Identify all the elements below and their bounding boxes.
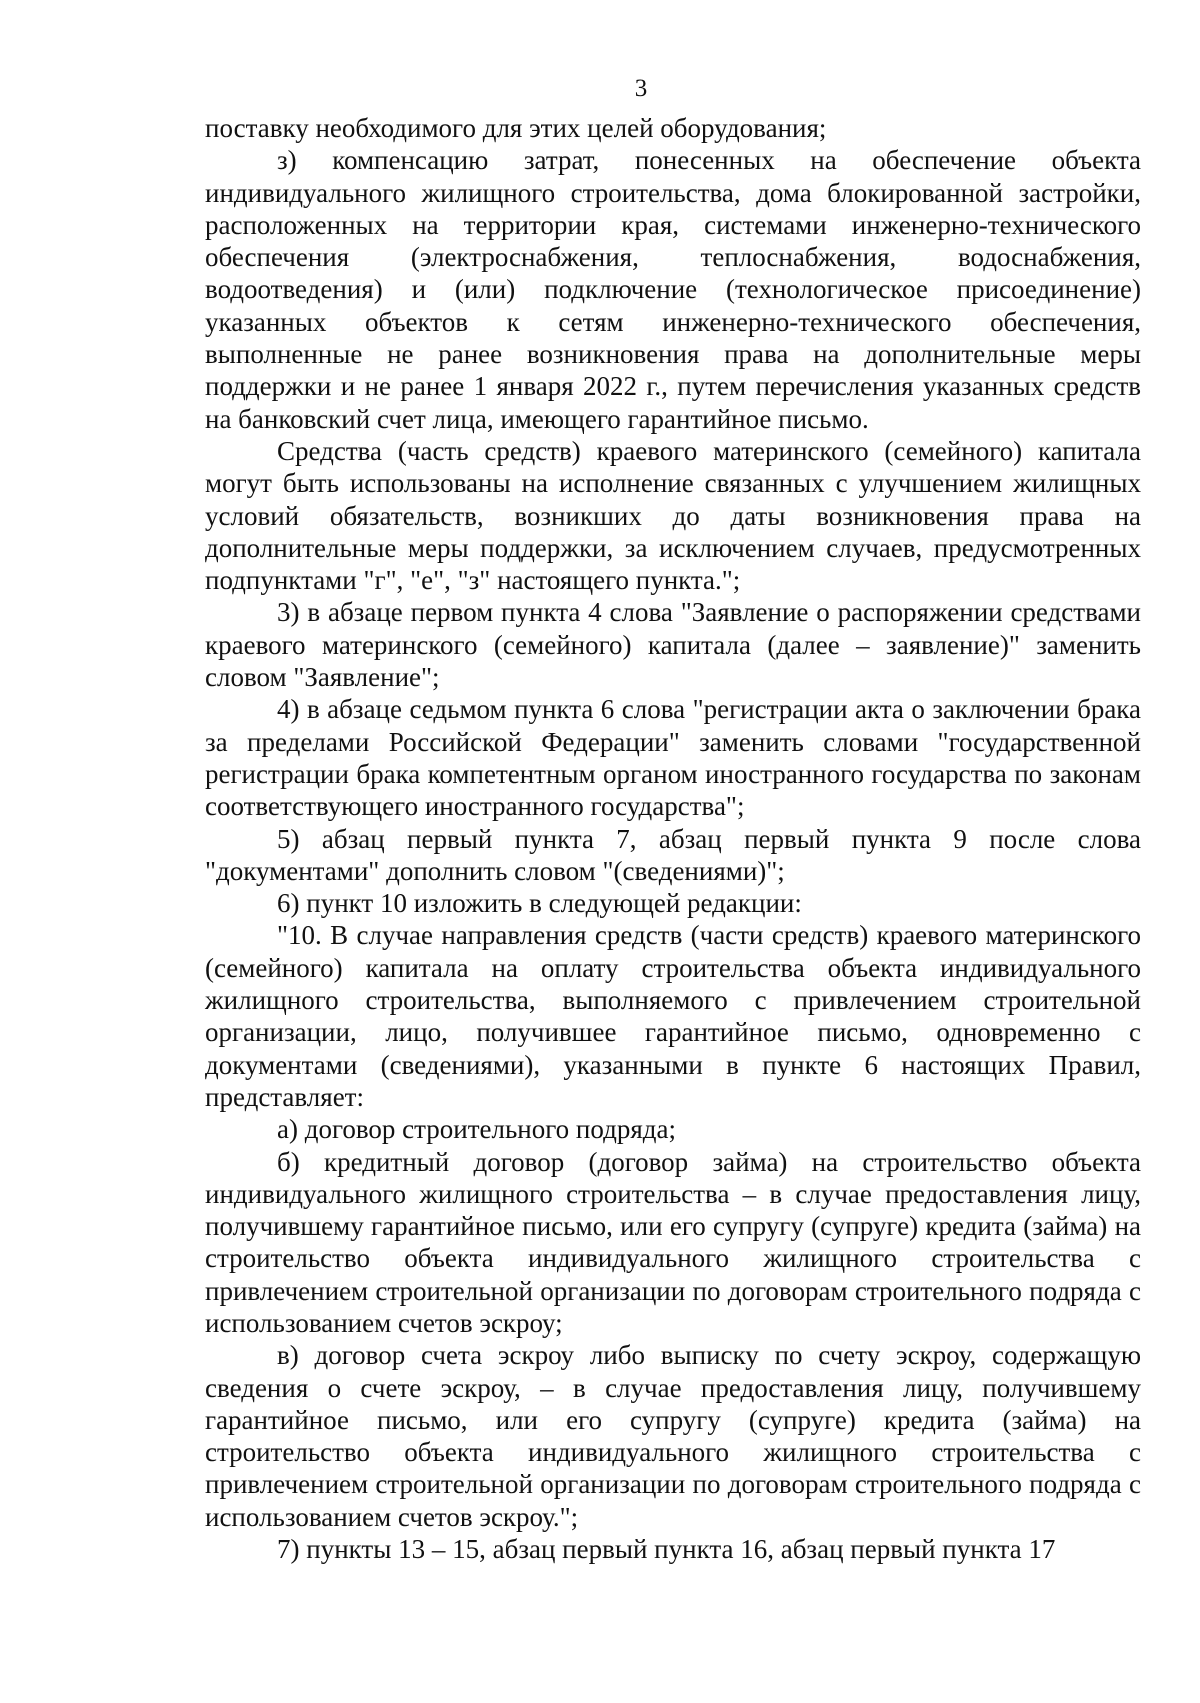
- paragraph: 6) пункт 10 изложить в следующей редакции:: [277, 888, 802, 919]
- paragraph: 5) абзац первый пункта 7, абзац первый пункта 9 после слова "документами" дополнить словом "(сведениями)";: [205, 823, 1141, 886]
- paragraph: б) кредитный договор (договор займа) на строительство объекта индивидуального жилищного строительства – в случае предоставления лицу, получившему гарантийное письмо, или его супругу (супруге) кредита (займа) на строительство объекта индивидуального жилищного строительства с привлечением строительной организации по договорам строительного подряда с использованием счетов эскроу;: [205, 1146, 1141, 1338]
- paragraph: з) компенсацию затрат, понесенных на обеспечение объекта индивидуального жилищного строительства, дома блокированной застройки, расположенных на территории края, системами инженерно-технического обеспечения (электроснабжения, теплоснабжения, водоснабжения, водоотведения) и (или) подключение (технологическое присоединение) указанных объектов к сетям инженерно-технического обеспечения, выполненные не ранее возникновения права на дополнительные меры поддержки и не ранее 1 января 2022 г., путем перечисления указанных средств на банковский счет лица, имеющего гарантийное письмо.: [205, 145, 1141, 434]
- document-body: [205, 112, 1141, 1565]
- paragraph: Средства (часть средств) краевого материнского (семейного) капитала могут быть использованы на исполнение связанных с улучшением жилищных условий обязательств, возникших до даты возникновения права на дополнительные меры поддержки, за исключением случаев, предусмотренных подпунктами "г", "е", "з" настоящего пункта.";: [205, 435, 1141, 596]
- paragraph: 3) в абзаце первом пункта 4 слова "Заявление о распоряжении средствами краевого материнского (семейного) капитала (далее – заявление)" заменить словом "Заявление";: [205, 597, 1141, 693]
- paragraph: 7) пункты 13 – 15, абзац первый пункта 16, абзац первый пункта 17: [277, 1534, 1056, 1565]
- paragraph: а) договор строительного подряда;: [277, 1114, 676, 1145]
- paragraph: 4) в абзаце седьмом пункта 6 слова "регистрации акта о заключении брака за пределами Российской Федерации" заменить словами "государственной регистрации брака компетентным органом иностранного государства по законам соответствующего иностранного государства";: [205, 694, 1141, 822]
- paragraph: поставку необходимого для этих целей оборудования;: [205, 113, 827, 143]
- page-number: 3: [634, 75, 648, 102]
- paragraph: "10. В случае направления средств (части средств) краевого материнского (семейного) капитала на оплату строительства объекта индивидуального жилищного строительства, выполняемого с привлечением строительной организации, лицо, получившее гарантийное письмо, одновременно с документами (сведениями), указанными в пункте 6 настоящих Правил, представляет:: [205, 920, 1141, 1112]
- paragraph: в) договор счета эскроу либо выписку по счету эскроу, содержащую сведения о счете эскроу, – в случае предоставления лицу, получившему гарантийное письмо, или его супругу (супруге) кредита (займа) на строительство объекта индивидуального жилищного строительства с привлечением строительной организации по договорам строительного подряда с использованием счетов эскроу.";: [205, 1340, 1141, 1532]
